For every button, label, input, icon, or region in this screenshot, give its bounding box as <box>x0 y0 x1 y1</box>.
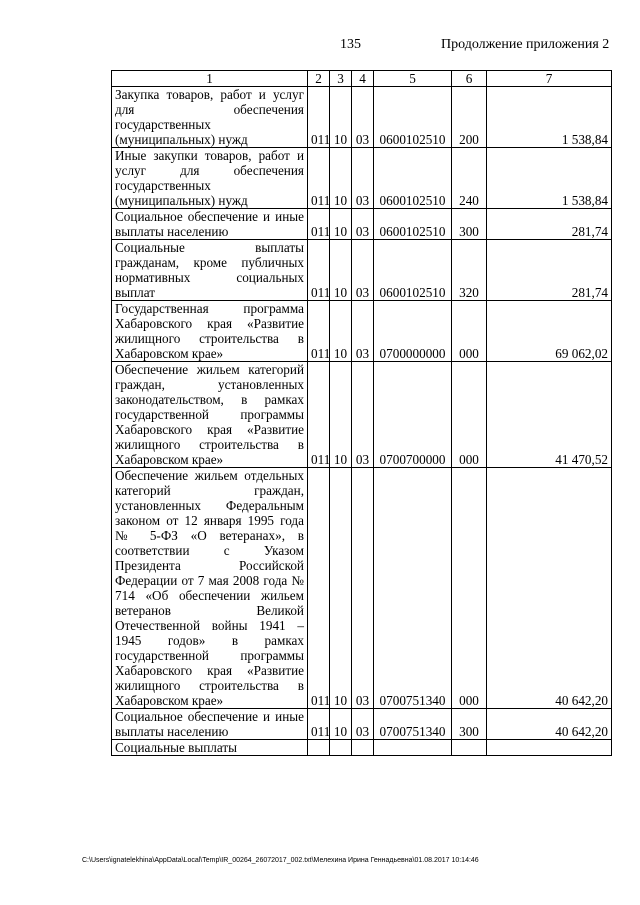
column-header: 4 <box>352 71 374 87</box>
expense-type-code: 200 <box>452 87 487 148</box>
ministry-code: 011 <box>308 709 330 740</box>
section-code: 10 <box>330 87 352 148</box>
column-header: 6 <box>452 71 487 87</box>
amount: 281,74 <box>487 209 612 240</box>
appendix-continuation-label: Продолжение приложения 2 <box>441 37 610 52</box>
section-code: 10 <box>330 362 352 468</box>
table-row <box>112 740 612 756</box>
section-code: 10 <box>330 240 352 301</box>
ministry-code: 011 <box>308 362 330 468</box>
section-code: 10 <box>330 148 352 209</box>
subsection-code: 03 <box>352 87 374 148</box>
subsection-code: 03 <box>352 468 374 709</box>
amount: 41 470,52 <box>487 362 612 468</box>
section-code <box>330 740 352 756</box>
expense-type-code: 240 <box>452 148 487 209</box>
amount: 69 062,02 <box>487 301 612 362</box>
item-name: Социальные выплаты гражданам, кроме публичных нормативных социальных выплат <box>112 240 308 301</box>
amount: 281,74 <box>487 240 612 301</box>
ministry-code: 011 <box>308 87 330 148</box>
target-article-code: 0700751340 <box>374 468 452 709</box>
item-name: Социальные выплаты <box>112 740 308 756</box>
expense-type-code: 000 <box>452 362 487 468</box>
ministry-code: 011 <box>308 301 330 362</box>
subsection-code: 03 <box>352 709 374 740</box>
target-article-code: 0700000000 <box>374 301 452 362</box>
target-article-code <box>374 740 452 756</box>
amount: 40 642,20 <box>487 709 612 740</box>
section-code: 10 <box>330 468 352 709</box>
table-row <box>112 362 612 468</box>
expense-type-code <box>452 740 487 756</box>
subsection-code: 03 <box>352 148 374 209</box>
target-article-code: 0700751340 <box>374 709 452 740</box>
table-row <box>112 87 612 148</box>
item-name: Обеспечение жильем категорий граждан, установленных законодательством, в рамках государственной программы Хабаровского края «Развитие жилищного строительства в Хабаровском крае» <box>112 362 308 468</box>
section-code: 10 <box>330 301 352 362</box>
target-article-code: 0700700000 <box>374 362 452 468</box>
column-header: 7 <box>487 71 612 87</box>
table-row <box>112 709 612 740</box>
table-row <box>112 148 612 209</box>
expense-type-code: 000 <box>452 468 487 709</box>
subsection-code: 03 <box>352 209 374 240</box>
column-header: 3 <box>330 71 352 87</box>
expense-type-code: 000 <box>452 301 487 362</box>
column-header: 5 <box>374 71 452 87</box>
table-row <box>112 240 612 301</box>
column-header: 2 <box>308 71 330 87</box>
table-row <box>112 209 612 240</box>
budget-table <box>111 70 612 756</box>
subsection-code: 03 <box>352 301 374 362</box>
ministry-code: 011 <box>308 148 330 209</box>
column-header: 1 <box>112 71 308 87</box>
ministry-code: 011 <box>308 209 330 240</box>
file-path-footer: C:\Users\ignatelekhina\AppData\Local\Temp\IR_00264_26072017_002.txt\Мелехина Ирина Геннадьевна\01.08.2017 10:14:46 <box>82 857 479 864</box>
item-name: Социальное обеспечение и иные выплаты населению <box>112 209 308 240</box>
amount: 1 538,84 <box>487 148 612 209</box>
table-row <box>112 301 612 362</box>
target-article-code: 0600102510 <box>374 87 452 148</box>
ministry-code: 011 <box>308 240 330 301</box>
amount: 40 642,20 <box>487 468 612 709</box>
table-header-row <box>112 71 612 87</box>
target-article-code: 0600102510 <box>374 148 452 209</box>
subsection-code <box>352 740 374 756</box>
expense-type-code: 300 <box>452 709 487 740</box>
target-article-code: 0600102510 <box>374 240 452 301</box>
ministry-code <box>308 740 330 756</box>
item-name: Иные закупки товаров, работ и услуг для обеспечения государственных (муниципальных) нужд <box>112 148 308 209</box>
item-name: Социальное обеспечение и иные выплаты населению <box>112 709 308 740</box>
table-row <box>112 468 612 709</box>
item-name: Закупка товаров, работ и услуг для обеспечения государственных (муниципальных) нужд <box>112 87 308 148</box>
page-number: 135 <box>340 37 361 52</box>
section-code: 10 <box>330 209 352 240</box>
amount: 1 538,84 <box>487 87 612 148</box>
expense-type-code: 300 <box>452 209 487 240</box>
subsection-code: 03 <box>352 240 374 301</box>
item-name: Государственная программа Хабаровского края «Развитие жилищного строительства в Хабаровском крае» <box>112 301 308 362</box>
subsection-code: 03 <box>352 362 374 468</box>
ministry-code: 011 <box>308 468 330 709</box>
item-name: Обеспечение жильем отдельных категорий граждан, установленных Федеральным законом от 12 января 1995 года № 5-ФЗ «О ветеранах», в соответствии с Указом Президента Российской Федерации от 7 мая 2008 года № 714 «Об обеспечении жильем ветеранов Великой Отечественной войны 1941 – 1945 годов» в рамках государственной программы Хабаровского края «Развитие жилищного строительства в Хабаровском крае» <box>112 468 308 709</box>
section-code: 10 <box>330 709 352 740</box>
expense-type-code: 320 <box>452 240 487 301</box>
amount <box>487 740 612 756</box>
target-article-code: 0600102510 <box>374 209 452 240</box>
